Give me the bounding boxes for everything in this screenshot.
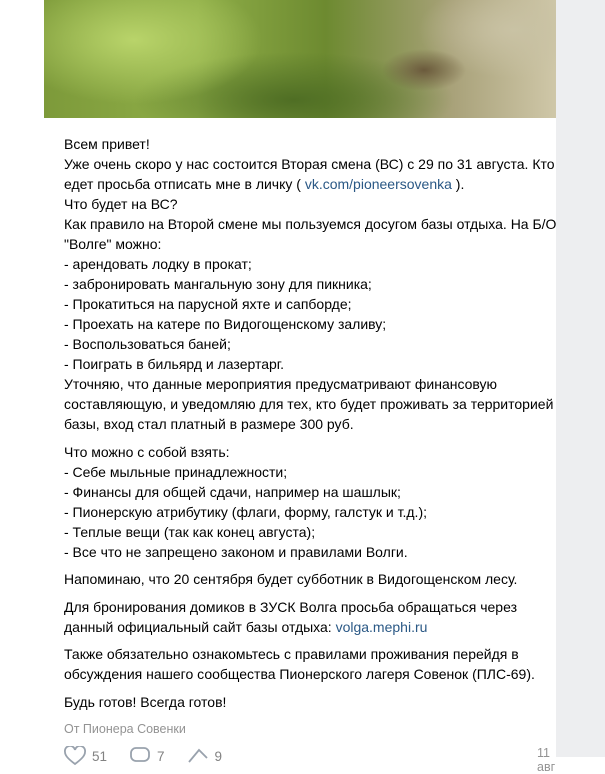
text-line: Что можно с собой взять: [64,443,230,460]
text-line: - Пионерскую атрибутику (флаги, форму, галстук и т.д.); [64,503,428,520]
like-count: 51 [92,748,108,764]
text-line: базы, вход стал платный в размере 300 руб. [64,416,354,432]
text-line: составляющую, и уведомляю для тех, кто будет проживать за территорией [64,396,554,412]
text-line: Всем привет! [64,136,150,152]
post-author[interactable]: От Пионера Совенки [64,722,186,736]
share-icon [187,746,209,766]
text-line: - Поиграть в бильярд и лазертарг. [64,356,285,372]
text-line: Уточняю, что данные мероприятия предусматривают финансовую [64,376,498,392]
text-line: - забронировать мангальную зону для пикника; [64,276,372,292]
website-link[interactable]: volga.mephi.ru [335,618,428,635]
post-actions [64,746,222,766]
text-line: - Воспользоваться баней; [64,336,231,352]
text-line: Уже очень скоро у нас состоится Вторая смена (ВС) с 29 по 31 августа. Кто [64,156,555,172]
text-line: - Проехать на катере по Видогощенскому заливу; [64,316,387,332]
text-line: обсуждения нашего сообщества Пионерского лагеря Совенок (ПЛС-69). [64,666,535,683]
like-button[interactable] [64,746,107,766]
post-card [44,0,557,774]
text-line: Напоминаю, что 20 сентября будет субботник в Видогощенском лесу. [64,571,518,588]
text-line: - Теплые вещи (так как конец августа); [64,523,316,540]
post-date[interactable]: 11 авг [537,746,556,774]
text-line: ). [451,176,465,192]
page-background [556,0,605,757]
text-line: Как правило на Второй смене мы пользуемся досугом базы отдыха. На Б/О [64,216,557,232]
text-line: едет просьба отписать мне в личку ( [64,176,305,192]
text-line: Для бронирования домиков в ЗУСК Волга просьба обращаться через [64,598,517,615]
profile-link[interactable]: vk.com/pioneersovenka [304,176,452,192]
heart-icon [64,746,86,766]
comment-count: 7 [157,748,165,764]
text-line: - Прокатиться на парусной яхте и сапборде; [64,296,352,312]
text-line: - Себе мыльные принадлежности; [64,463,288,480]
text-line: Что будет на ВС? [64,196,178,212]
share-button[interactable] [187,746,223,766]
text-line: "Волге" можно: [64,236,162,252]
post-text [64,134,557,720]
text-line: - арендовать лодку в прокат; [64,256,252,272]
text-line: Будь готов! Всегда готов! [64,693,227,710]
comment-icon [129,746,151,766]
text-line: - Финансы для общей сдачи, например на шашлык; [64,483,401,500]
comment-button[interactable] [129,746,165,766]
share-count: 9 [214,748,223,764]
text-line: данный официальный сайт базы отдыха: [64,618,336,635]
post-photo[interactable] [44,0,556,118]
text-line: - Все что не запрещено законом и правилами Волги. [64,543,408,560]
text-line: Также обязательно ознакомьтесь с правилами проживания перейдя в [64,646,519,663]
